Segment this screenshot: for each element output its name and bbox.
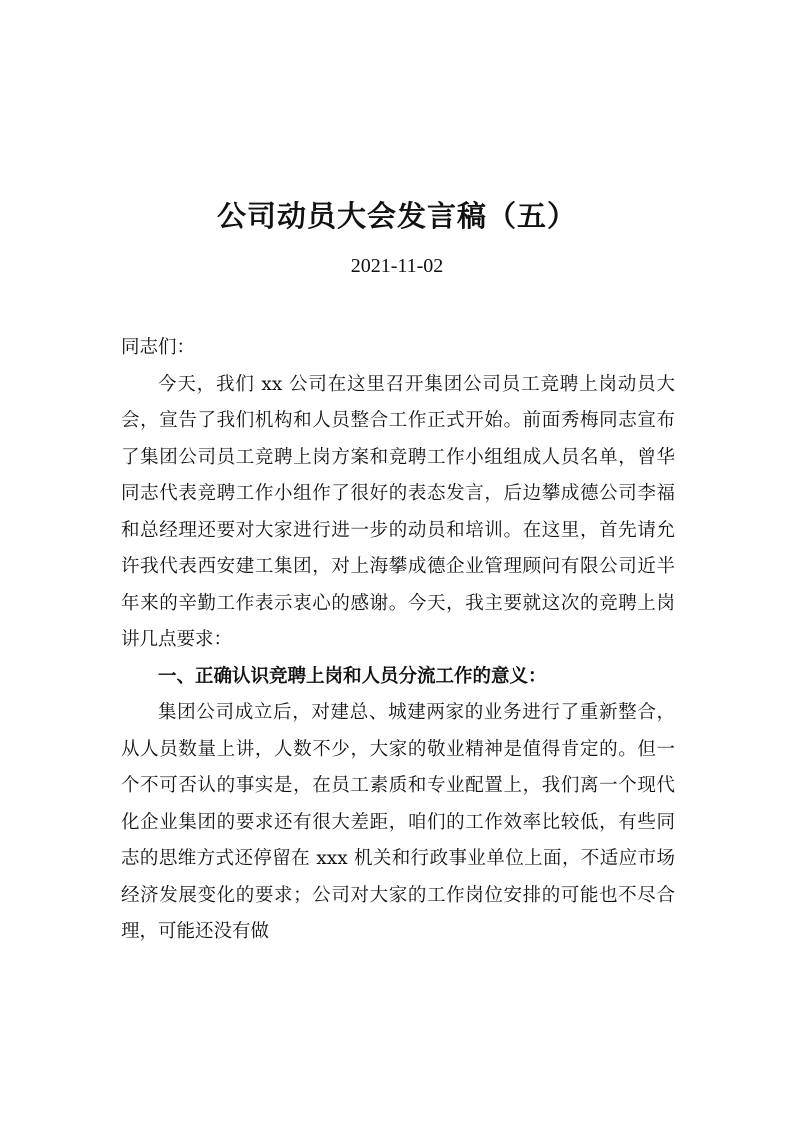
document-body — [121, 330, 675, 951]
section-heading: 一、正确认识竞聘上岗和人员分流工作的意义： — [158, 665, 547, 687]
document-date: 2021-11-02 — [350, 255, 444, 277]
paragraph: 今天，我们 xx 公司在这里召开集团公司员工竞聘上岗动员大会，宣告了我们机构和人员整合工作正式开始。前面秀梅同志宣布了集团公司员工竞聘上岗方案和竞聘工作小组组成人员名单，曾华同志代表竞聘工作小组作了很好的表态发言，后边攀成德公司李福和总经理还要对大家进行进一步的动员和培训。在这里，首先请允许我代表西安建工集团，对上海攀成德企业管理顾问有限公司近半年来的辛勤工作表示衷心的感谢。今天，我主要就这次的竞聘上岗讲几点要求： — [121, 373, 675, 650]
paragraph: 集团公司成立后，对建总、城建两家的业务进行了重新整合，从人员数量上讲，人数不少，大家的敬业精神是值得肯定的。但一个不可否认的事实是，在员工素质和专业配置上，我们离一个现代化企业集团的要求还有很大差距，咱们的工作效率比较低，有些同志的思维方式还停留在 xxx 机关和行政事业单位上面，不适应市场经济发展变化的要求；公司对大家的工作岗位安排的可能也不尽合理，可能还没有做 — [121, 702, 675, 942]
document-title: 公司动员大会发言稿（五） — [216, 199, 577, 233]
salutation: 同志们： — [121, 337, 196, 358]
